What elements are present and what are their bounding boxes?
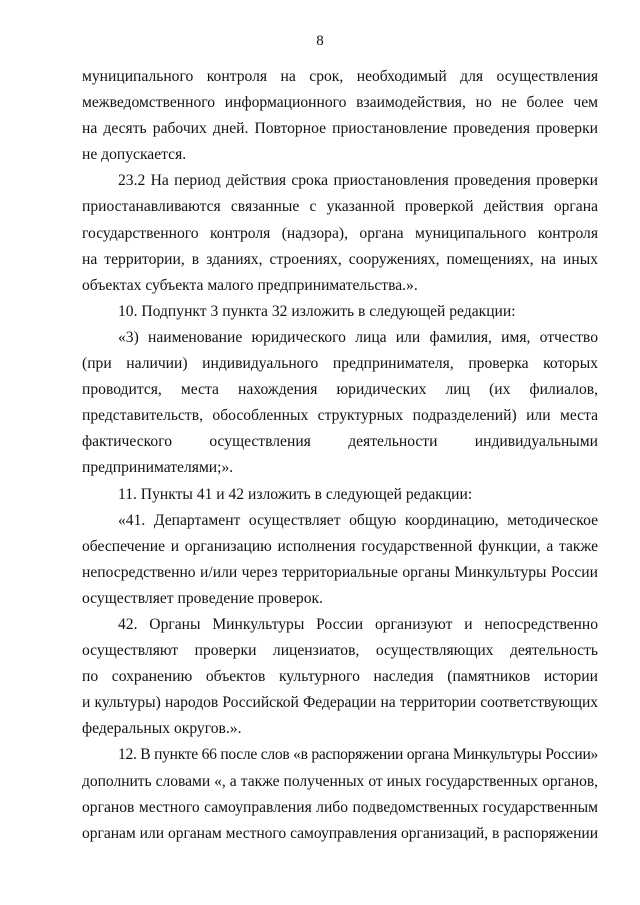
text-line: федеральных округов.». — [82, 720, 242, 738]
text-line: обеспечение и организацию исполнения государственной функции, а также — [82, 537, 598, 555]
text-line: и культуры) народов Российской Федерации на территории соответствующих — [82, 694, 598, 712]
text-line: муниципального контроля на срок, необходимый для осуществления — [82, 68, 598, 85]
text-line: осуществляет проведение проверок. — [82, 589, 323, 607]
text-line: осуществляют проверки лицензиатов, осуществляющих деятельность — [82, 642, 598, 660]
text-line: на десять рабочих дней. Повторное приостановление проведения проверки — [82, 120, 598, 138]
text-line: проводится, места нахождения юридических лиц (их филиалов, — [82, 381, 598, 399]
text-line: «41. Департамент осуществляет общую координацию, методическое — [118, 511, 598, 529]
text-line: «3) наименование юридического лица или фамилия, имя, отчество — [118, 328, 598, 346]
text-line: дополнить словами «, а также полученных от иных государственных органов, — [82, 772, 598, 790]
text-line: 12. В пункте 66 после слов «в распоряжении органа Минкультуры России» — [118, 746, 598, 764]
text-line: фактического осуществления деятельности индивидуальными — [82, 433, 598, 451]
text-line: не допускается. — [82, 146, 187, 164]
text-line: 23.2 На период действия срока приостановления проведения проверки — [118, 172, 598, 190]
text-line: объектах субъекта малого предпринимательства.». — [82, 276, 418, 294]
text-line: на территории, в зданиях, строениях, сооружениях, помещениях, на иных — [82, 250, 598, 268]
document-body — [82, 64, 598, 847]
text-line: приостанавливаются связанные с указанной проверкой действия органа — [82, 198, 598, 216]
text-line: 42. Органы Минкультуры России организуют и непосредственно — [118, 615, 598, 633]
text-line: межведомственного информационного взаимодействия, но не более чем — [82, 94, 598, 112]
text-line: 10. Подпункт 3 пункта 32 изложить в следующей редакции: — [118, 302, 516, 320]
text-line: представительств, обособленных структурных подразделений) или места — [82, 407, 598, 425]
text-line: по сохранению объектов культурного наследия (памятников истории — [82, 668, 598, 686]
text-line: государственного контроля (надзора), органа муниципального контроля — [82, 224, 598, 242]
page-number: 8 — [316, 33, 324, 49]
text-line: органам или органам местного самоуправления организаций, в распоряжении — [82, 824, 598, 842]
text-line: (при наличии) индивидуального предпринимателя, проверка которых — [82, 355, 598, 373]
text-line: 11. Пункты 41 и 42 изложить в следующей редакции: — [118, 485, 473, 503]
text-line: предпринимателями;». — [82, 459, 234, 477]
text-line: непосредственно и/или через территориальные органы Минкультуры России — [82, 563, 598, 581]
text-line: органов местного самоуправления либо подведомственных государственным — [82, 798, 598, 816]
